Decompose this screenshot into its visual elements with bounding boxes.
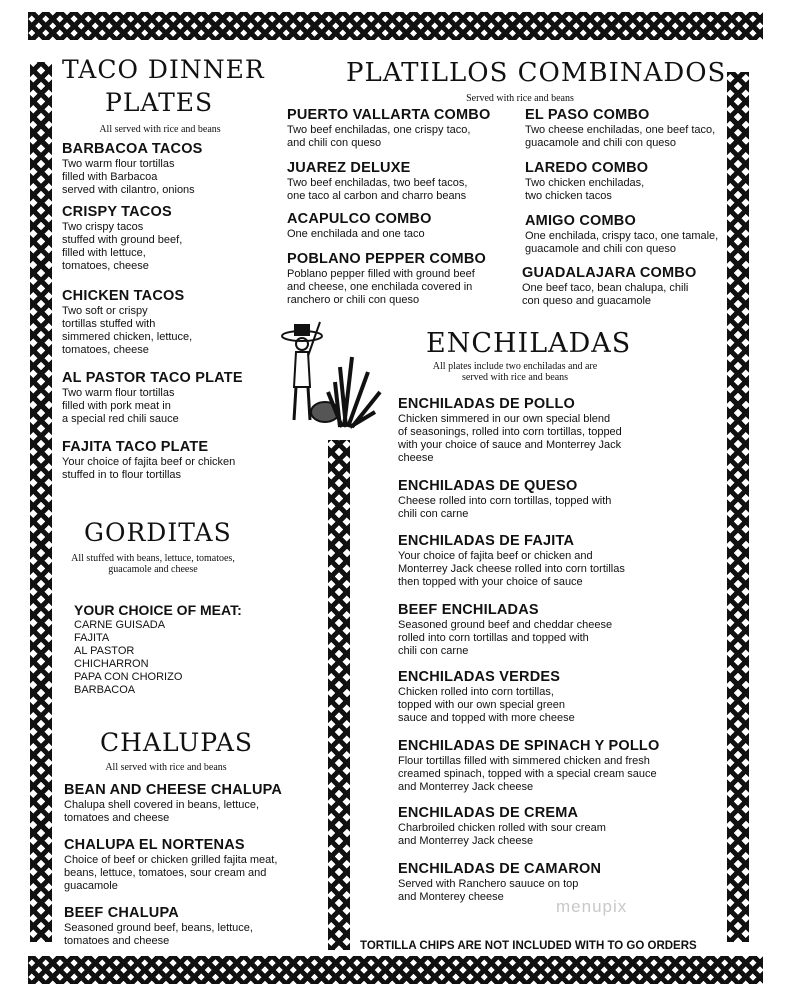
top-border-pattern <box>28 12 763 40</box>
menu-item <box>398 396 622 465</box>
chalupas-title: CHALUPAS <box>100 728 253 757</box>
menu-item <box>398 738 659 794</box>
item-name: BEEF ENCHILADAS <box>398 602 539 618</box>
cowboy-agave-illustration <box>280 312 390 432</box>
item-desc: Your choice of fajita beef or chicken stuffed in to flour tortillas <box>62 456 236 481</box>
meat-option: CARNE GUISADA <box>74 619 166 631</box>
item-name: AL PASTOR TACO PLATE <box>62 370 243 386</box>
bottom-border-pattern <box>28 956 763 984</box>
item-name: BEEF CHALUPA <box>64 905 179 921</box>
item-desc: Chalupa shell covered in beans, lettuce, tomatoes and cheese <box>64 799 260 824</box>
menu-item <box>62 370 243 426</box>
item-desc: Two warm flour tortillas filled with Barbacoa served with cilantro, onions <box>62 158 195 196</box>
to-go-chips-notice: TORTILLA CHIPS ARE NOT INCLUDED WITH TO GO ORDERS <box>360 940 697 952</box>
combos-title: PLATILLOS COMBINADOS <box>346 58 727 88</box>
gorditas-subtitle: All stuffed with beans, lettuce, tomatoes, guacamole and cheese <box>71 553 235 575</box>
meat-choice-heading: YOUR CHOICE OF MEAT: <box>74 602 242 618</box>
item-desc: Charbroiled chicken rolled with sour cream and Monterrey Jack cheese <box>398 822 606 847</box>
item-desc: Seasoned ground beef and cheddar cheese rolled into corn tortillas and topped with chili con carne <box>398 619 613 657</box>
item-name: FAJITA TACO PLATE <box>62 439 209 455</box>
right-border-pattern <box>727 72 749 942</box>
menu-item <box>525 160 648 203</box>
menu-item <box>398 669 575 725</box>
menu-item <box>398 805 606 848</box>
item-desc: Choice of beef or chicken grilled fajita meat, beans, lettuce, tomatoes, sour cream and guacamole <box>64 854 278 892</box>
item-desc: Chicken simmered in our own special blend of seasonings, rolled into corn tortillas, topped with your choice of sauce and Monterrey Jack cheese <box>398 413 622 464</box>
item-name: CHALUPA EL NORTENAS <box>64 837 245 853</box>
menu-item <box>287 251 486 307</box>
item-name: ACAPULCO COMBO <box>287 211 432 227</box>
item-desc: Two cheese enchiladas, one beef taco, guacamole and chili con queso <box>525 124 716 149</box>
item-name: PUERTO VALLARTA COMBO <box>287 107 491 123</box>
item-desc: One enchilada, crispy taco, one tamale, guacamole and chili con queso <box>525 230 719 255</box>
taco-plates-title-line2: PLATES <box>105 88 214 117</box>
item-desc: Chicken rolled into corn tortillas, topped with our own special green sauce and topped with more cheese <box>398 686 575 724</box>
left-border-pattern <box>30 62 52 942</box>
menu-item <box>398 533 625 589</box>
item-desc: Two warm flour tortillas filled with pork meat in a special red chili sauce <box>62 387 179 425</box>
item-name: EL PASO COMBO <box>525 107 650 123</box>
middle-border-pattern <box>328 440 350 950</box>
menu-item <box>522 265 696 308</box>
menu-item <box>287 211 432 241</box>
item-name: JUAREZ DELUXE <box>287 160 411 176</box>
item-name: LAREDO COMBO <box>525 160 649 176</box>
menu-item <box>62 141 203 197</box>
item-desc: Two crispy tacos stuffed with ground beef, filled with lettuce, tomatoes, cheese <box>62 221 183 272</box>
watermark: menupix <box>556 897 628 916</box>
item-name: AMIGO COMBO <box>525 213 636 229</box>
menu-item <box>64 837 277 893</box>
menu-item <box>64 782 282 825</box>
item-name: GUADALAJARA COMBO <box>522 265 697 281</box>
item-desc: Your choice of fajita beef or chicken and Monterrey Jack cheese rolled into corn tortillas then topped with your choice of sauce <box>398 550 625 588</box>
menu-item <box>287 160 467 203</box>
menu-item <box>62 439 235 482</box>
taco-plates-title-line1: TACO DINNER <box>62 55 265 84</box>
menu-item <box>64 905 253 948</box>
item-name: ENCHILADAS DE FAJITA <box>398 533 575 549</box>
meat-choice-list <box>74 602 242 697</box>
item-name: ENCHILADAS DE QUESO <box>398 478 578 494</box>
item-desc: Cheese rolled into corn tortillas, topped with chili con carne <box>398 495 612 520</box>
item-name: BARBACOA TACOS <box>62 141 203 157</box>
item-name: BEAN AND CHEESE CHALUPA <box>64 782 283 798</box>
enchiladas-title: ENCHILADAS <box>426 328 632 359</box>
item-desc: Two beef enchiladas, one crispy taco, and chili con queso <box>287 124 471 149</box>
chalupas-subtitle: All served with rice and beans <box>105 762 227 773</box>
item-desc: One enchilada and one taco <box>287 228 425 240</box>
menu-item <box>525 107 715 150</box>
item-name: CHICKEN TACOS <box>62 288 185 304</box>
item-desc: Poblano pepper filled with ground beef and cheese, one enchilada covered in ranchero or chili con queso <box>287 268 475 306</box>
combos-subtitle: Served with rice and beans <box>466 93 574 104</box>
taco-plates-subtitle: All served with rice and beans <box>99 124 221 135</box>
menu-item <box>525 213 718 256</box>
item-desc: Served with Ranchero sauuce on top and Monterey cheese <box>398 878 579 903</box>
item-desc: Flour tortillas filled with simmered chicken and fresh creamed spinach, topped with a special cream sauce and Monterrey Jack cheese <box>398 755 657 793</box>
meat-option: FAJITA <box>74 632 110 644</box>
menu-item <box>398 602 612 658</box>
item-desc: Two chicken enchiladas, two chicken tacos <box>525 177 645 202</box>
item-desc: Seasoned ground beef, beans, lettuce, tomatoes and cheese <box>64 922 253 947</box>
item-desc: Two soft or crispy tortillas stuffed with simmered chicken, lettuce, tomatoes, cheese <box>62 305 193 356</box>
item-name: ENCHILADAS VERDES <box>398 669 561 685</box>
menu-item <box>398 478 611 521</box>
enchiladas-subtitle: All plates include two enchiladas and are served with rice and beans <box>432 361 598 383</box>
item-desc: One beef taco, bean chalupa, chili con queso and guacamole <box>522 282 689 307</box>
item-name: ENCHILADAS DE CREMA <box>398 805 579 821</box>
meat-option: CHICHARRON <box>74 658 149 670</box>
menu-item <box>287 107 490 150</box>
gorditas-title: GORDITAS <box>84 518 232 547</box>
item-name: ENCHILADAS DE POLLO <box>398 396 575 412</box>
menu-item <box>62 204 182 273</box>
item-name: ENCHILADAS DE SPINACH Y POLLO <box>398 738 660 754</box>
meat-option: PAPA CON CHORIZO <box>74 671 183 683</box>
menu-item <box>62 288 192 357</box>
meat-option: AL PASTOR <box>74 645 135 657</box>
meat-option: BARBACOA <box>74 684 136 696</box>
item-name: ENCHILADAS DE CAMARON <box>398 861 602 877</box>
item-name: POBLANO PEPPER COMBO <box>287 251 486 267</box>
item-name: CRISPY TACOS <box>62 204 172 220</box>
item-desc: Two beef enchiladas, two beef tacos, one taco al carbon and charro beans <box>287 177 468 202</box>
